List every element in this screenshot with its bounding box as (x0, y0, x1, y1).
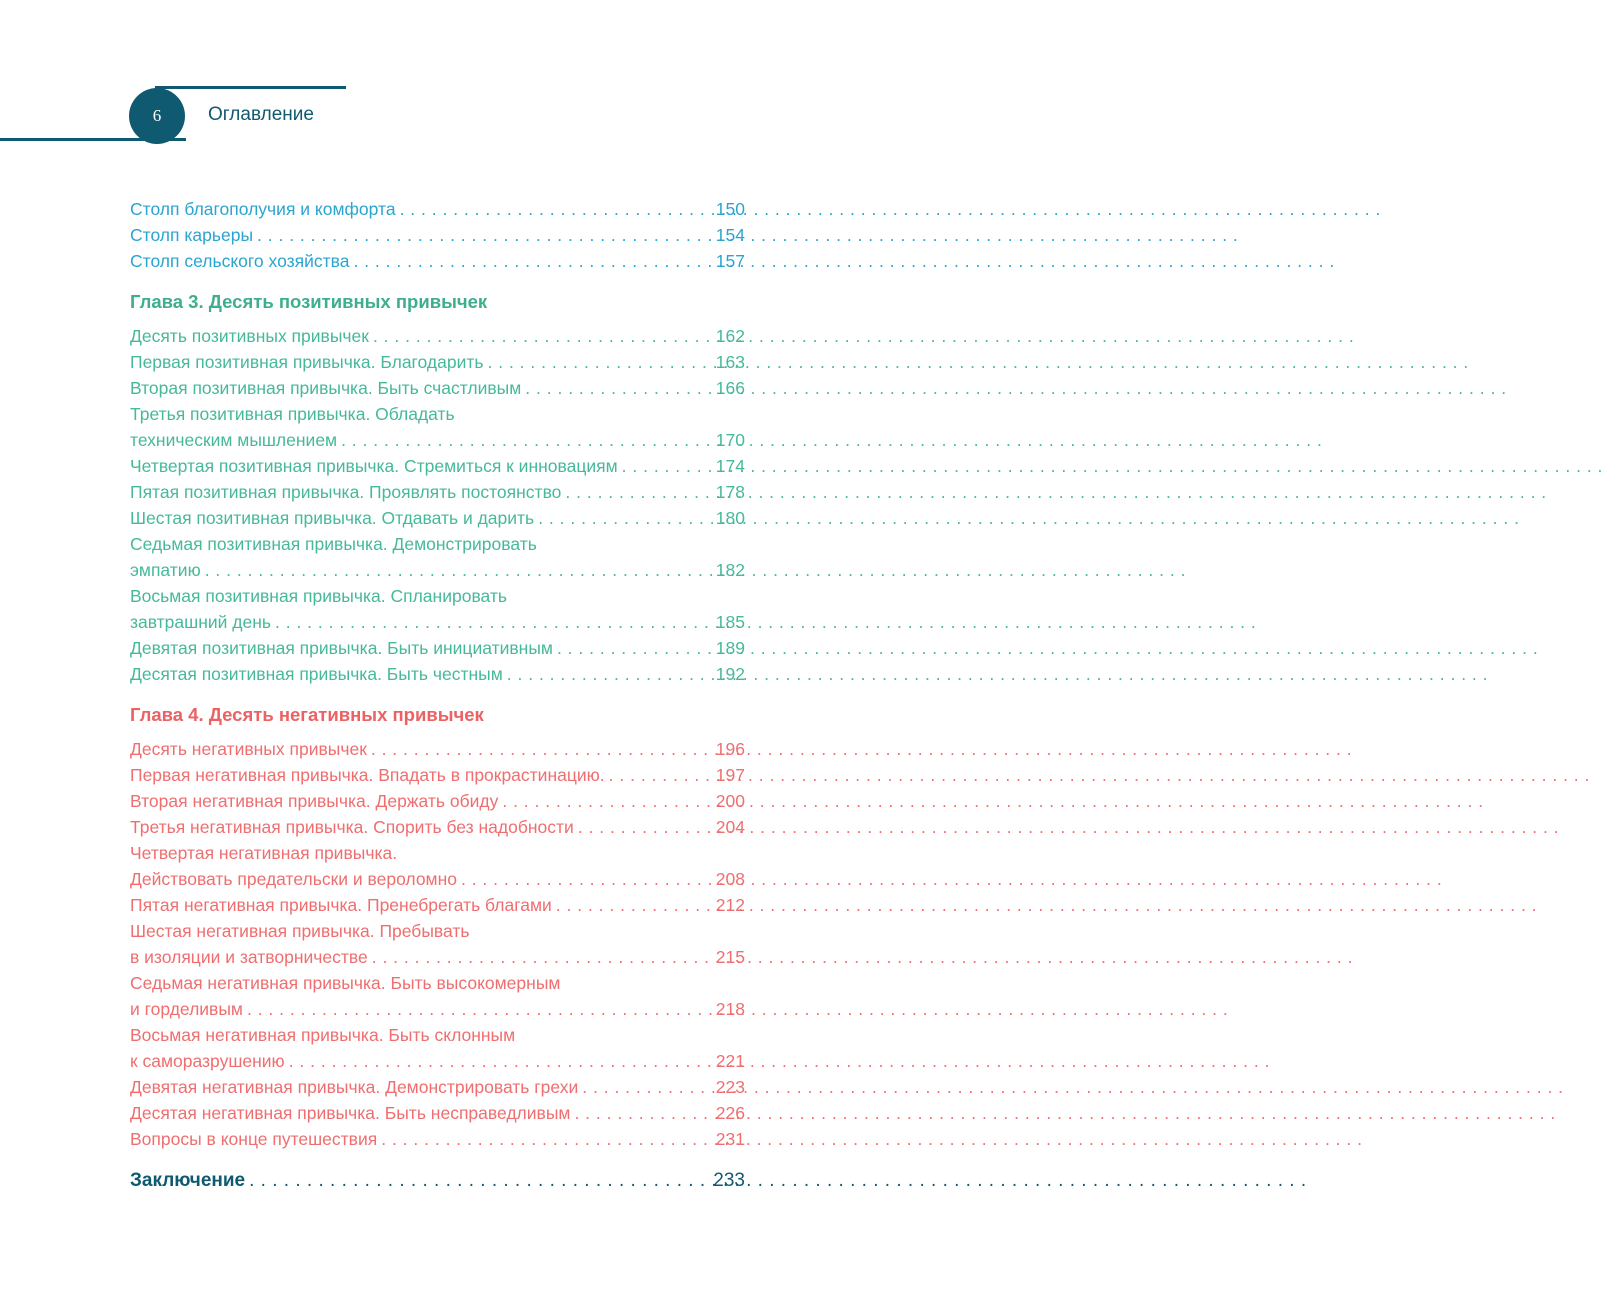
toc-entry[interactable] (130, 918, 745, 970)
toc-entry-page: 212 (715, 895, 745, 915)
toc-entry-title: Первая негативная привычка. Впадать в прокрастинацию. (130, 765, 605, 785)
toc-entry-title-line1: Восьмая позитивная привычка. Спланировать (130, 586, 508, 606)
toc-leader-dots (525, 375, 712, 401)
toc-leader-dots (257, 222, 712, 248)
toc-entry-title: Действовать предательски и вероломно (130, 869, 457, 889)
toc-entry[interactable] (130, 349, 745, 375)
toc-leader-dots (381, 1126, 712, 1152)
toc-entry-page: 182 (715, 560, 745, 580)
toc-leader-dots (275, 609, 712, 635)
toc-entry-title: Первая позитивная привычка. Благодарить (130, 352, 484, 372)
toc-entry-page: 231 (715, 1129, 745, 1149)
toc-entry[interactable] (130, 248, 745, 274)
toc-entry-page: 226 (715, 1103, 745, 1123)
toc-entry-title-line1: Восьмая негативная привычка. Быть склонным (130, 1025, 516, 1045)
toc-leader-dots (341, 427, 712, 453)
toc-entry-title: Четвертая позитивная привычка. Стремиться к инновациям (130, 456, 618, 476)
toc-entry[interactable] (130, 401, 745, 453)
table-of-contents (130, 196, 745, 1194)
toc-entry[interactable] (130, 375, 745, 401)
toc-entry[interactable] (130, 479, 745, 505)
toc-entry-title-line1: Седьмая позитивная привычка. Демонстрировать (130, 534, 537, 554)
conclusion-page: 233 (713, 1170, 745, 1191)
header-rule-top (155, 86, 346, 89)
conclusion-title: Заключение (130, 1170, 246, 1191)
toc-entry-title: Десять позитивных привычек (130, 326, 369, 346)
toc-leader-dots (247, 996, 712, 1022)
toc-entry-title: техническим мышлением (130, 430, 338, 450)
toc-entry-page: 166 (715, 378, 745, 398)
toc-entry-title-line1: Четвертая негативная привычка. (130, 843, 398, 863)
toc-leader-dots (400, 196, 712, 222)
toc-entry-title: Девятая позитивная привычка. Быть инициативным (130, 638, 553, 658)
toc-leader-dots (205, 557, 712, 583)
toc-entry[interactable] (130, 222, 745, 248)
toc-entry-page: 215 (715, 947, 745, 967)
toc-entry[interactable] (130, 196, 745, 222)
toc-leader-dots (538, 505, 712, 531)
chapter-3-heading[interactable]: Глава 3. Десять позитивных привычек (130, 291, 488, 312)
toc-leader-dots (582, 1074, 712, 1100)
toc-leader-dots (372, 944, 712, 970)
toc-leader-dots (622, 453, 712, 479)
toc-leader-dots (578, 814, 712, 840)
toc-leader-dots (461, 866, 712, 892)
toc-entry-page: 197 (715, 765, 745, 785)
toc-leader-dots (556, 892, 712, 918)
toc-entry[interactable] (130, 1074, 745, 1100)
toc-leader-dots (488, 349, 712, 375)
toc-leader-dots (289, 1048, 712, 1074)
toc-entry[interactable] (130, 736, 745, 762)
toc-leader-dots (574, 1100, 711, 1126)
toc-entry-title: Столп карьеры (130, 225, 254, 245)
toc-entry[interactable] (130, 762, 745, 788)
toc-leader-dots (502, 788, 711, 814)
toc-entry[interactable] (130, 583, 745, 635)
toc-entry-title-line1: Седьмая негативная привычка. Быть высокомерным (130, 973, 561, 993)
toc-entry-title: Вопросы в конце путешествия (130, 1129, 378, 1149)
page-number-badge (129, 88, 185, 144)
toc-entry-title: Десять негативных привычек (130, 739, 367, 759)
toc-entry[interactable] (130, 531, 745, 583)
toc-entry-title: и горделивым (130, 999, 243, 1019)
toc-entry-title: Третья негативная привычка. Спорить без надобности (130, 817, 574, 837)
page-number: 6 (152, 106, 162, 125)
toc-entry-title: к саморазрушению (130, 1051, 285, 1071)
toc-entry-page: 204 (715, 817, 745, 837)
page-title: Оглавление (208, 104, 314, 125)
toc-entry-title: Пятая позитивная привычка. Проявлять постоянство (130, 482, 562, 502)
toc-leader-dots (507, 661, 712, 687)
toc-entry[interactable] (130, 788, 745, 814)
toc-leader-dots (371, 736, 712, 762)
toc-leader-dots (565, 479, 711, 505)
toc-entry-page: 170 (715, 430, 745, 450)
toc-entry-page: 154 (715, 225, 745, 245)
toc-entry[interactable] (130, 892, 745, 918)
toc-entry-title: в изоляции и затворничестве (130, 947, 368, 967)
toc-entry-page: 180 (715, 508, 745, 528)
toc-entry-page: 196 (715, 739, 745, 759)
toc-entry-page: 218 (715, 999, 745, 1019)
toc-entry-title: эмпатию (130, 560, 201, 580)
toc-entry[interactable] (130, 840, 745, 892)
toc-entry-title: завтрашний день (130, 612, 271, 632)
toc-entry[interactable] (130, 323, 745, 349)
chapter-4-heading[interactable]: Глава 4. Десять негативных привычек (130, 704, 484, 725)
toc-entry-title: Вторая негативная привычка. Держать обиду (130, 791, 499, 811)
toc-leader-dots (557, 635, 712, 661)
toc-entry-title: Вторая позитивная привычка. Быть счастливым (130, 378, 522, 398)
toc-entry-page: 189 (715, 638, 745, 658)
toc-entry[interactable] (130, 505, 745, 531)
toc-entry-title: Столп сельского хозяйства (130, 251, 350, 271)
toc-leader-dots (373, 323, 712, 349)
toc-entry-page: 163 (715, 352, 745, 372)
toc-entry-page: 208 (715, 869, 745, 889)
toc-entry-page: 150 (715, 199, 745, 219)
toc-entry-title: Десятая позитивная привычка. Быть честным (130, 664, 503, 684)
toc-entry-page: 157 (715, 251, 745, 271)
toc-entry-title: Столп благополучия и комфорта (130, 199, 396, 219)
toc-entry[interactable] (130, 1022, 745, 1074)
toc-entry[interactable] (130, 1126, 745, 1152)
toc-entry[interactable] (130, 1100, 745, 1126)
toc-entry-title: Десятая негативная привычка. Быть несправедливым (130, 1103, 571, 1123)
toc-leader-dots (249, 1168, 709, 1194)
toc-entry-title: Шестая позитивная привычка. Отдавать и дарить (130, 508, 535, 528)
toc-entry-title-line1: Третья позитивная привычка. Обладать (130, 404, 455, 424)
toc-entry-title: Пятая негативная привычка. Пренебрегать благами (130, 895, 552, 915)
toc-entry-title-line1: Шестая негативная привычка. Пребывать (130, 921, 470, 941)
toc-leader-dots (609, 762, 712, 788)
toc-leader-dots (353, 248, 711, 274)
toc-entry-page: 162 (715, 326, 745, 346)
toc-entry[interactable] (130, 970, 745, 1022)
toc-entry-title: Девятая негативная привычка. Демонстрировать грехи (130, 1077, 579, 1097)
toc-entry-page: 178 (715, 482, 745, 502)
toc-entry[interactable] (130, 453, 745, 479)
toc-entry[interactable] (130, 814, 745, 840)
toc-entry-page: 174 (715, 456, 745, 476)
toc-entry-page: 185 (715, 612, 745, 632)
toc-entry-page: 223 (715, 1077, 745, 1097)
toc-entry-page: 192 (715, 664, 745, 684)
toc-entry-conclusion[interactable] (130, 1168, 745, 1194)
toc-entry[interactable] (130, 661, 745, 687)
toc-entry-page: 200 (715, 791, 745, 811)
toc-entry-page: 221 (715, 1051, 745, 1071)
toc-entry[interactable] (130, 635, 745, 661)
